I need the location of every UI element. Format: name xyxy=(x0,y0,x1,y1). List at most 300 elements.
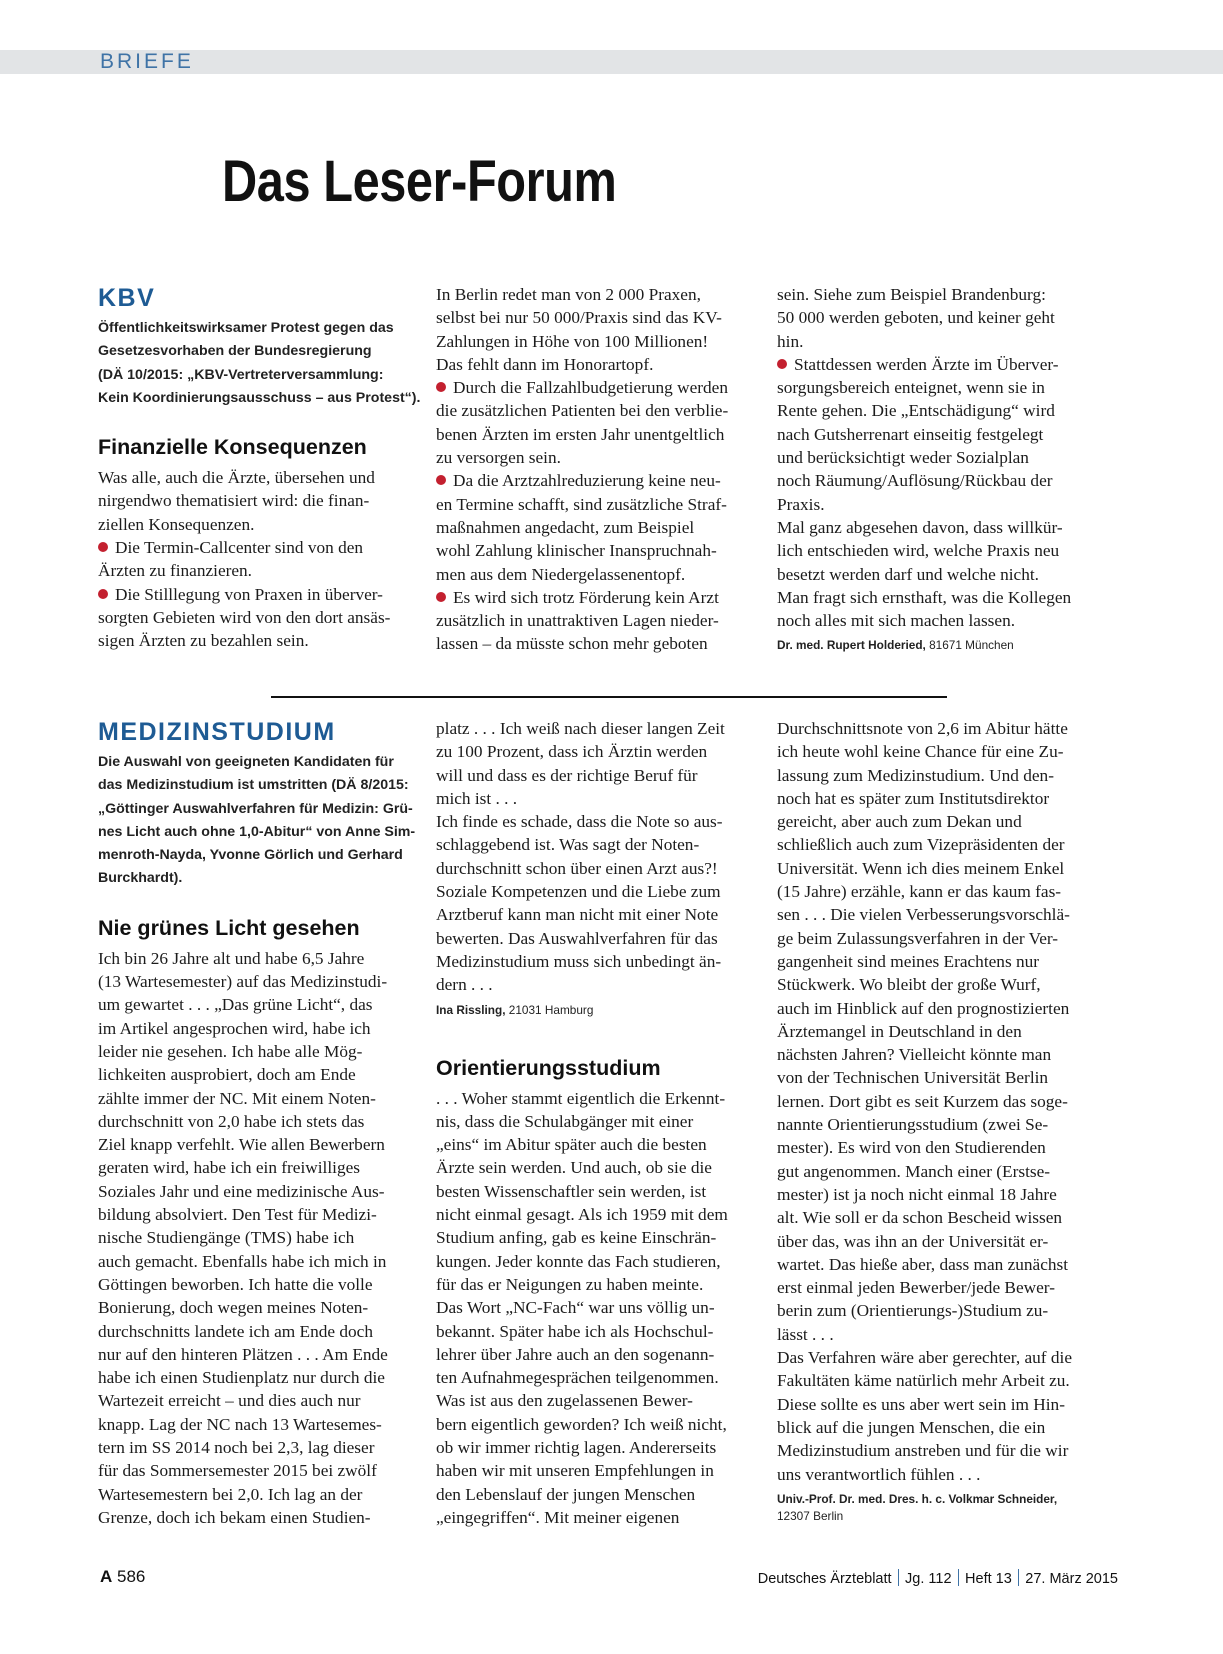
kbv-column-1 xyxy=(98,283,436,653)
footer-separator xyxy=(958,1569,960,1586)
line-text: hin. xyxy=(777,331,804,351)
line-text: will und dass es der richtige Beruf für xyxy=(436,765,698,785)
line-text: nirgendwo thematisiert wird: die finan- xyxy=(98,491,370,511)
kbv-letter-heading: Finanzielle Konsequenzen xyxy=(98,435,367,460)
signature-place: 21031 Hamburg xyxy=(508,1002,594,1017)
line-text: mester) ist ja noch nicht einmal 18 Jahre xyxy=(777,1184,1057,1204)
text-line xyxy=(436,399,774,422)
text-line xyxy=(98,387,436,410)
line-text: gangenheit sind meines Erachtens nur xyxy=(777,951,1040,971)
text-line xyxy=(777,1369,1115,1392)
line-text: mester). Es wird von den Studierenden xyxy=(777,1138,1046,1158)
text-line xyxy=(98,1366,436,1389)
text-line xyxy=(777,1439,1115,1462)
text-line xyxy=(98,1133,436,1156)
text-line xyxy=(777,1276,1115,1299)
med-intro xyxy=(98,751,436,891)
text-line xyxy=(436,903,774,926)
line-text: Medizinstudium anstreben und für die wir xyxy=(777,1441,1069,1461)
line-text: erst einmal jeden Bewerber/jede Bewer- xyxy=(777,1278,1055,1298)
line-text: berin zum (Orientierungs-)Studium zu- xyxy=(777,1301,1049,1321)
line-text: „Göttinger Auswahlverfahren für Medizin: Grü- xyxy=(98,800,413,817)
line-text: Ärzte sein werden. Und auch, ob sie die xyxy=(436,1158,712,1178)
line-text: ten Aufnahmegesprächen teilgenommen. xyxy=(436,1368,719,1388)
line-text: besetzt werden darf und welche nicht. xyxy=(777,564,1039,584)
line-text: Soziale Kompetenzen und die Liebe zum xyxy=(436,882,721,902)
text-line xyxy=(436,586,774,609)
text-line xyxy=(777,1160,1115,1183)
line-text: für das Sommersemester 2015 bei zwölf xyxy=(98,1461,377,1481)
line-text: In Berlin redet man von 2 000 Praxen, xyxy=(436,285,701,304)
text-line xyxy=(436,810,774,833)
text-line xyxy=(436,353,774,376)
text-line xyxy=(98,970,436,993)
text-line xyxy=(436,1110,774,1133)
line-text: lehrer über Jahre auch an den sogenann- xyxy=(436,1344,715,1364)
text-line xyxy=(777,787,1115,810)
text-line xyxy=(98,583,436,606)
text-line xyxy=(436,469,774,492)
text-line xyxy=(98,536,436,559)
text-line xyxy=(436,1483,774,1506)
line-text: Mal ganz abgesehen davon, dass willkür- xyxy=(777,517,1063,537)
line-text: schließlich auch zum Vizepräsidenten der xyxy=(777,835,1065,855)
line-text: den Lebenslauf der jungen Menschen xyxy=(436,1484,696,1504)
line-text: Die Termin-Callcenter sind von den xyxy=(115,538,364,558)
line-text: Ärztemangel in Deutschland in den xyxy=(777,1021,1022,1041)
line-text: kungen. Jeder konnte das Fach studieren, xyxy=(436,1251,721,1271)
med-column-3 xyxy=(777,717,1115,1525)
text-line xyxy=(777,493,1115,516)
text-line xyxy=(436,1296,774,1319)
text-line xyxy=(436,283,774,306)
line-text: „eins“ im Abitur später auch die besten xyxy=(436,1135,707,1155)
line-text: Wartezeit erreicht – und dies auch nur xyxy=(98,1391,361,1411)
kbv-intro xyxy=(98,317,436,410)
kbv-column-3 xyxy=(777,283,1115,654)
text-line xyxy=(777,1206,1115,1229)
text-line xyxy=(777,353,1115,376)
text-line xyxy=(436,376,774,399)
text-line xyxy=(777,1183,1115,1206)
page-prefix: A xyxy=(100,1567,113,1586)
kbv-signature xyxy=(777,637,1115,654)
med-category-title: MEDIZINSTUDIUM xyxy=(98,718,336,746)
line-text: habe ich einen Studienplatz nur durch die xyxy=(98,1368,385,1388)
text-line xyxy=(777,717,1115,740)
line-text: Da die Arztzahlreduzierung keine neu- xyxy=(453,471,721,491)
line-text: lassen – da müsste schon mehr geboten xyxy=(436,634,708,654)
text-line xyxy=(98,751,436,774)
text-line xyxy=(98,1156,436,1179)
text-line xyxy=(436,609,774,632)
line-text: (13 Wartesemester) auf das Medizinstudi- xyxy=(98,972,388,992)
text-line xyxy=(777,446,1115,469)
text-line xyxy=(436,833,774,856)
bullet-icon xyxy=(436,475,446,485)
line-text: auch gemacht. Ebenfalls habe ich mich in xyxy=(98,1251,387,1271)
text-line xyxy=(98,867,436,890)
line-text: durchschnitt von 2,0 habe ich stets das xyxy=(98,1111,365,1131)
text-line xyxy=(98,1459,436,1482)
text-line xyxy=(436,1436,774,1459)
line-text: leider nie gesehen. Ich habe alle Mög- xyxy=(98,1041,363,1061)
text-line xyxy=(98,1250,436,1273)
med-letter-body-1 xyxy=(98,947,436,1529)
text-line xyxy=(436,1506,774,1529)
line-text: Die Stilllegung von Praxen in überver- xyxy=(115,584,383,604)
line-text: Bonierung, doch wegen meines Noten- xyxy=(98,1298,369,1318)
text-line xyxy=(436,740,774,763)
text-line xyxy=(436,857,774,880)
text-line xyxy=(436,1343,774,1366)
text-line xyxy=(436,1366,774,1389)
text-line xyxy=(777,1066,1115,1089)
bullet-icon xyxy=(777,359,787,369)
line-text: Wartesemestern bei 2,0. Ich lag an der xyxy=(98,1484,363,1504)
line-text: auch im Hinblick auf den prognostizierten xyxy=(777,998,1070,1018)
med-column-1 xyxy=(98,717,436,1529)
line-text: bewerten. Das Auswahlverfahren für das xyxy=(436,928,718,948)
line-text: Man fragt sich ernsthaft, was die Kollegen xyxy=(777,587,1072,607)
line-text: men aus dem Niedergelassenentopf. xyxy=(436,564,686,584)
signature-name: Univ.-Prof. Dr. med. Dres. h. c. Volkmar Schneider, xyxy=(777,1491,1058,1506)
text-line xyxy=(777,586,1115,609)
text-line xyxy=(98,1296,436,1319)
line-text: blick auf die jungen Menschen, die ein xyxy=(777,1417,1046,1437)
text-line xyxy=(98,821,436,844)
text-line xyxy=(777,1346,1115,1369)
text-line xyxy=(777,997,1115,1020)
text-line xyxy=(98,1413,436,1436)
line-text: nis, dass die Schulabgänger mit einer xyxy=(436,1111,694,1131)
text-line xyxy=(436,1087,774,1110)
line-text: nur auf den hinteren Plätzen . . . Am Ende xyxy=(98,1344,388,1364)
line-text: durchschnitts landete ich am Ende doch xyxy=(98,1321,373,1341)
line-text: Das fehlt dann im Honorartopf. xyxy=(436,354,654,374)
bullet-icon xyxy=(436,382,446,392)
line-text: Burckhardt). xyxy=(98,870,183,887)
text-line xyxy=(777,1020,1115,1043)
text-line xyxy=(777,833,1115,856)
line-text: geraten wird, habe ich ein freiwilliges xyxy=(98,1158,360,1178)
text-line xyxy=(777,539,1115,562)
med-signature-2 xyxy=(777,1491,1115,1525)
line-text: über das, was ihn an der Universität er- xyxy=(777,1231,1049,1251)
text-line xyxy=(98,629,436,652)
text-line xyxy=(777,857,1115,880)
footer-separator xyxy=(898,1569,900,1586)
med-signature-1 xyxy=(436,1002,774,1019)
line-text: en Termine schafft, sind zusätzliche Straf- xyxy=(436,494,727,514)
text-line xyxy=(436,493,774,516)
line-text: Gesetzesvorhaben der Bundesregierung xyxy=(98,343,372,360)
line-text: knapp. Lag der NC nach 13 Wartesemes- xyxy=(98,1414,382,1434)
text-line xyxy=(436,1180,774,1203)
text-line xyxy=(436,1273,774,1296)
line-text: Studium anfing, gab es keine Einschrän- xyxy=(436,1228,717,1248)
med-letter-heading-1: Nie grünes Licht gesehen xyxy=(98,915,360,940)
text-line xyxy=(98,1226,436,1249)
line-text: im Artikel angesprochen wird, habe ich xyxy=(98,1018,371,1038)
text-line xyxy=(777,1136,1115,1159)
med-letter-body-2b xyxy=(436,1087,774,1530)
line-text: zu versorgen sein. xyxy=(436,448,561,468)
med-letter-body-2a xyxy=(436,717,774,997)
line-text: Stückwerk. Wo bleibt der große Wurf, xyxy=(777,975,1041,995)
journal-date: 27. März 2015 xyxy=(1025,1571,1118,1587)
line-text: maßnahmen angedacht, zum Beispiel xyxy=(436,517,695,537)
text-line xyxy=(436,950,774,973)
text-line xyxy=(98,1110,436,1133)
line-text: zählte immer der NC. Mit einem Noten- xyxy=(98,1088,376,1108)
text-line xyxy=(777,927,1115,950)
line-text: . . . Woher stammt eigentlich die Erkennt- xyxy=(436,1088,726,1108)
text-line xyxy=(98,606,436,629)
text-line xyxy=(436,1133,774,1156)
med-column-2 xyxy=(436,717,774,1529)
text-line xyxy=(436,880,774,903)
line-text: Grenze, doch ich bekam einen Studien- xyxy=(98,1507,371,1527)
text-line xyxy=(98,559,436,582)
text-line xyxy=(777,330,1115,353)
text-line xyxy=(98,798,436,821)
line-text: Arztberuf kann man nicht mit einer Note xyxy=(436,905,719,925)
text-line xyxy=(98,489,436,512)
text-line xyxy=(436,516,774,539)
footer-separator xyxy=(1018,1569,1020,1586)
line-text: Es wird sich trotz Förderung kein Arzt xyxy=(453,587,719,607)
text-line xyxy=(436,563,774,586)
line-text: ge beim Zulassungsverfahren in der Ver- xyxy=(777,928,1059,948)
line-text: lässt . . . xyxy=(777,1324,834,1344)
text-line xyxy=(436,764,774,787)
line-text: benen Ärzten im ersten Jahr unentgeltlich xyxy=(436,424,725,444)
line-text: sen . . . Die vielen Verbesserungsvorschlä- xyxy=(777,905,1070,925)
text-line xyxy=(98,340,436,363)
line-text: nannte Orientierungsstudium (zwei Se- xyxy=(777,1115,1049,1135)
line-text: sorgungsbereich enteignet, wenn sie in xyxy=(777,378,1045,398)
line-text: bildung absolviert. Den Test für Medizi- xyxy=(98,1205,377,1225)
text-line xyxy=(777,1393,1115,1416)
text-line xyxy=(777,1323,1115,1346)
text-line xyxy=(777,810,1115,833)
text-line xyxy=(436,423,774,446)
line-text: durchschnitt schon über einen Arzt aus?! xyxy=(436,858,718,878)
text-line xyxy=(777,1299,1115,1322)
line-text: zusätzlich in unattraktiven Lagen nieder- xyxy=(436,611,719,631)
journal-name: Deutsches Ärzteblatt xyxy=(757,1571,892,1587)
line-text: 50 000 werden geboten, und keiner geht xyxy=(777,308,1055,328)
line-text: selbst bei nur 50 000/Praxis sind das KV- xyxy=(436,308,722,328)
text-line xyxy=(98,1436,436,1459)
text-line xyxy=(777,283,1115,306)
line-text: sein. Siehe zum Beispiel Brandenburg: xyxy=(777,285,1046,304)
line-text: Universität. Wenn ich dies meinem Enkel xyxy=(777,858,1065,878)
line-text: um gewartet . . . „Das grüne Licht“, das xyxy=(98,995,373,1015)
line-text: Was alle, auch die Ärzte, übersehen und xyxy=(98,468,375,488)
line-text: für das er Neigungen zu haben meinte. xyxy=(436,1274,704,1294)
line-text: Ich finde es schade, dass die Note so aus- xyxy=(436,812,723,832)
text-line xyxy=(436,1156,774,1179)
text-line xyxy=(436,1413,774,1436)
line-text: uns verantwortlich fühlen . . . xyxy=(777,1464,981,1484)
line-text: gereicht, aber auch zum Dekan und xyxy=(777,812,1022,832)
line-text: gut angenommen. Manch einer (Erstse- xyxy=(777,1161,1051,1181)
line-text: menroth-Nayda, Yvonne Görlich und Gerhard xyxy=(98,847,403,864)
section-label: BRIEFE xyxy=(100,50,194,73)
line-text: alt. Wie soll er da schon Bescheid wissen xyxy=(777,1208,1063,1228)
line-text: tern im SS 2014 noch bei 2,3, lag dieser xyxy=(98,1438,375,1458)
text-line xyxy=(98,844,436,867)
line-text: Diese sollte es uns aber wert sein im Hin- xyxy=(777,1394,1065,1414)
text-line xyxy=(777,1230,1115,1253)
line-text: Ich bin 26 Jahre alt und habe 6,5 Jahre xyxy=(98,948,365,968)
line-text: noch Räumung/Auflösung/Rückbau der xyxy=(777,471,1053,491)
journal-volume: Jg. 112 xyxy=(905,1571,952,1587)
section-divider xyxy=(271,696,947,698)
line-text: zu 100 Prozent, dass ich Ärztin werden xyxy=(436,742,708,762)
line-text: Rente gehen. Die „Entschädigung“ wird xyxy=(777,401,1055,421)
line-text: besten Wissenschaftler sein werden, ist xyxy=(436,1181,707,1201)
kbv-letter-body-2 xyxy=(436,283,774,656)
line-text: ob wir immer richtig lagen. Andererseits xyxy=(436,1438,717,1458)
page-number xyxy=(100,1567,145,1587)
line-text: Soziales Jahr und eine medizinische Aus- xyxy=(98,1181,385,1201)
line-text: „eingegriffen“. Mit meiner eigenen xyxy=(436,1507,680,1527)
text-line xyxy=(436,973,774,996)
text-line xyxy=(98,1040,436,1063)
line-text: Das Verfahren wäre aber gerechter, auf die xyxy=(777,1348,1072,1368)
page-number-value: 586 xyxy=(117,1567,146,1586)
line-text: nach Gutsherrenart einseitig festgelegt xyxy=(777,424,1044,444)
text-line xyxy=(436,787,774,810)
line-text: ich heute wohl keine Chance für eine Zu- xyxy=(777,742,1064,762)
text-line xyxy=(436,1250,774,1273)
text-line xyxy=(777,306,1115,329)
text-line xyxy=(98,1017,436,1040)
text-line xyxy=(777,1090,1115,1113)
line-text: die zusätzlichen Patienten bei den verblie- xyxy=(436,401,729,421)
text-line xyxy=(436,306,774,329)
text-line xyxy=(777,609,1115,632)
text-line xyxy=(98,1087,436,1110)
line-text: haben wir mit unseren Empfehlungen in xyxy=(436,1461,714,1481)
line-text: schlaggebend ist. Was sagt der Noten- xyxy=(436,835,700,855)
line-text: das Medizinstudium ist umstritten (DÄ 8/2015: xyxy=(98,777,409,794)
line-text: wohl Zahlung klinischer Inanspruchnah- xyxy=(436,541,717,561)
line-text: lichkeiten ausprobiert, doch am Ende xyxy=(98,1065,356,1085)
line-text: nächsten Jahren? Vielleicht könnte man xyxy=(777,1045,1052,1065)
signature-place: 12307 Berlin xyxy=(777,1508,844,1523)
text-line xyxy=(777,469,1115,492)
text-line xyxy=(436,1203,774,1226)
text-line xyxy=(777,880,1115,903)
line-text: ziellen Konsequenzen. xyxy=(98,514,255,534)
text-line xyxy=(98,1320,436,1343)
text-line xyxy=(436,330,774,353)
text-line xyxy=(436,539,774,562)
text-line xyxy=(777,563,1115,586)
line-text: von der Technischen Universität Berlin xyxy=(777,1068,1049,1088)
text-line xyxy=(777,1463,1115,1486)
line-text: Fakultäten käme natürlich mehr Arbeit zu. xyxy=(777,1371,1070,1391)
line-text: Durchschnittsnote von 2,6 im Abitur hätte xyxy=(777,719,1068,738)
text-line xyxy=(98,364,436,387)
text-line xyxy=(777,516,1115,539)
line-text: Ärzten zu finanzieren. xyxy=(98,561,253,581)
text-line xyxy=(436,717,774,740)
text-line xyxy=(98,1180,436,1203)
med-letter-body-3 xyxy=(777,717,1115,1486)
text-line xyxy=(98,466,436,489)
text-line xyxy=(436,1459,774,1482)
text-line xyxy=(98,1203,436,1226)
line-text: noch alles mit sich machen lassen. xyxy=(777,611,1016,631)
text-line xyxy=(436,1389,774,1412)
line-text: Praxis. xyxy=(777,494,825,514)
bullet-icon xyxy=(98,589,108,599)
page-title: Das Leser-Forum xyxy=(222,149,617,214)
line-text: Die Auswahl von geeigneten Kandidaten für xyxy=(98,754,394,770)
line-text: Medizinstudium muss sich unbedingt än- xyxy=(436,951,722,971)
text-line xyxy=(777,973,1115,996)
line-text: Was ist aus den zugelassenen Bewer- xyxy=(436,1391,693,1411)
text-line xyxy=(777,903,1115,926)
kbv-letter-body-1 xyxy=(98,466,436,652)
line-text: noch hat es später zum Institutsdirektor xyxy=(777,788,1050,808)
line-text: und berücksichtigt weder Sozialplan xyxy=(777,448,1029,468)
line-text: lernen. Dort gibt es seit Kurzem das soge- xyxy=(777,1091,1068,1111)
line-text: sorgten Gebieten wird von den dort ansäs- xyxy=(98,607,391,627)
text-line xyxy=(98,1343,436,1366)
text-line xyxy=(777,740,1115,763)
bullet-icon xyxy=(98,542,108,552)
line-text: Göttingen beworben. Ich hatte die volle xyxy=(98,1274,373,1294)
text-line xyxy=(98,1389,436,1412)
signature-name: Dr. med. Rupert Holderied, xyxy=(777,638,926,653)
line-text: (DÄ 10/2015: „KBV-Vertreterversammlung: xyxy=(98,366,384,383)
text-line xyxy=(777,1113,1115,1136)
text-line xyxy=(436,1320,774,1343)
line-text: wartet. Das hieße aber, dass man zunächst xyxy=(777,1254,1069,1274)
text-line xyxy=(777,1416,1115,1439)
text-line xyxy=(98,1063,436,1086)
signature-place: 81671 München xyxy=(929,638,1014,653)
line-text: platz . . . Ich weiß nach dieser langen Zeit xyxy=(436,719,725,738)
text-line xyxy=(98,993,436,1016)
line-text: Stattdessen werden Ärzte im Überver- xyxy=(794,354,1059,374)
text-line xyxy=(436,927,774,950)
line-text: bern eigentlich geworden? Ich weiß nicht, xyxy=(436,1414,727,1434)
footer-journal-info xyxy=(758,1569,1118,1587)
line-text: nische Studiengänge (TMS) habe ich xyxy=(98,1228,355,1248)
text-line xyxy=(436,1226,774,1249)
kbv-column-2 xyxy=(436,283,774,656)
line-text: nicht einmal gesagt. Als ich 1959 mit dem xyxy=(436,1205,728,1225)
line-text: Kein Koordinierungsausschuss – aus Protest“). xyxy=(98,389,421,406)
text-line xyxy=(436,632,774,655)
line-text: sigen Ärzten zu bezahlen sein. xyxy=(98,631,309,651)
line-text: lassung zum Medizinstudium. Und den- xyxy=(777,765,1054,785)
text-line xyxy=(777,423,1115,446)
text-line xyxy=(777,1043,1115,1066)
bullet-icon xyxy=(436,592,446,602)
text-line xyxy=(98,1483,436,1506)
text-line xyxy=(98,774,436,797)
line-text: Öffentlichkeitswirksamer Protest gegen das xyxy=(98,320,394,336)
line-text: Zahlungen in Höhe von 100 Millionen! xyxy=(436,331,709,351)
